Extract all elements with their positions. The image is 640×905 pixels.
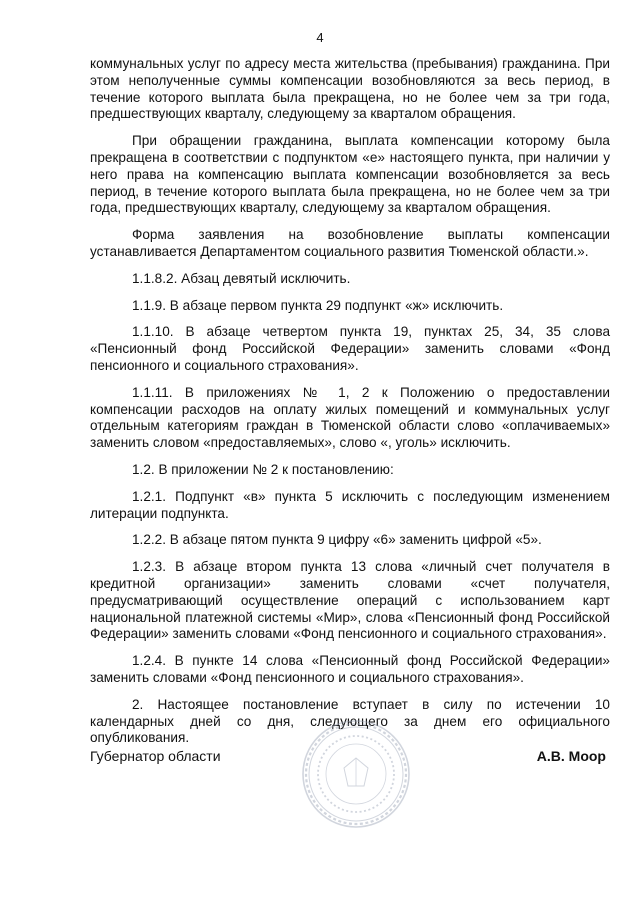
paragraph: 2. Настоящее постановление вступает в силу по истечении 10 календарных дней со дня, следующего за днем его официального опубликования. bbox=[90, 696, 610, 746]
official-seal-stamp bbox=[300, 718, 412, 830]
paragraph: коммунальных услуг по адресу места жительства (пребывания) гражданина. При этом неполученные суммы компенсации возобновляются за весь период, в течение которого выплата была прекращена, но не более чем за три года, предшествующих кварталу, следующему за кварталом обращения. bbox=[90, 56, 610, 122]
paragraph: 1.1.9. В абзаце первом пункта 29 подпункт «ж» исключить. bbox=[132, 297, 504, 313]
page-number: 4 bbox=[316, 30, 324, 45]
signatory-name: А.В. Моор bbox=[536, 748, 606, 764]
paragraph: 1.2.1. Подпункт «в» пункта 5 исключить с последующим изменением литерации подпункта. bbox=[90, 488, 610, 521]
paragraph: 1.2. В приложении № 2 к постановлению: bbox=[132, 461, 394, 477]
document-body bbox=[90, 56, 610, 757]
paragraph: 1.1.8.2. Абзац девятый исключить. bbox=[132, 270, 351, 286]
paragraph: 1.1.10. В абзаце четвертом пункта 19, пунктах 25, 34, 35 слова «Пенсионный фонд Российской Федерации» заменить словами «Фонд пенсионного и социального страхования». bbox=[90, 324, 610, 373]
paragraph: 1.2.2. В абзаце пятом пункта 9 цифру «6» заменить цифрой «5». bbox=[132, 532, 542, 548]
paragraph: Форма заявления на возобновление выплаты компенсации устанавливается Департаментом социального развития Тюменской области.». bbox=[90, 227, 610, 259]
paragraph: При обращении гражданина, выплата компенсации которому была прекращена в соответствии с подпунктом «е» настоящего пункта, при наличии у него права на компенсацию выплата компенсации возобновляется за весь период, в течение которого выплата была прекращена, но не более чем за три года, предшествующих кварталу, следующему за кварталом обращения. bbox=[90, 133, 610, 216]
paragraph: 1.2.3. В абзаце втором пункта 13 слова «личный счет получателя в кредитной организации» заменить словами «счет получателя, предусматривающий осуществление операций с использованием карт национальной платежной системы «Мир», слова «Пенсионный фонд Российской Федерации» заменить словами «Фонд пенсионного и социального страхования». bbox=[90, 559, 610, 642]
signatory-title: Губернатор области bbox=[90, 748, 221, 764]
paragraph: 1.2.4. В пункте 14 слова «Пенсионный фонд Российской Федерации» заменить словами «Фонд пенсионного и социального страхования». bbox=[90, 653, 610, 685]
paragraph: 1.1.11. В приложениях № 1, 2 к Положению о предоставлении компенсации расходов на оплату жилых помещений и коммунальных услуг отдельным категориям граждан в Тюменской области слово «оплачиваемых» заменить словом «предоставляемых», слово «, уголь» исключить. bbox=[90, 384, 610, 451]
